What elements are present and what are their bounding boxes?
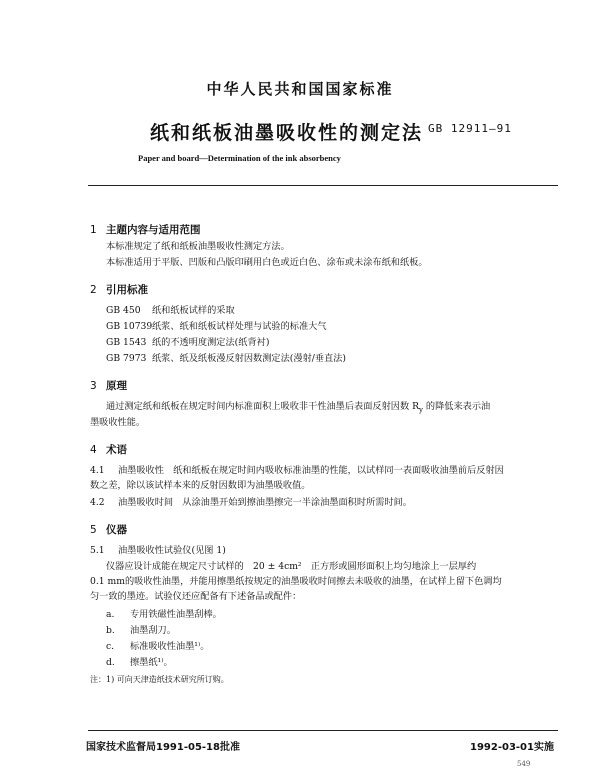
reference-code: GB 1543 xyxy=(106,337,147,348)
term-4-1-continued: 数之差，除以该试样本来的反射因数即为油墨吸收值。 xyxy=(90,480,311,491)
list-item xyxy=(106,608,222,622)
subsection-number: 5.1 xyxy=(90,545,105,556)
section-2-title: 引用标准 xyxy=(106,284,148,296)
list-marker: d. xyxy=(106,657,115,668)
implementation-date: 1992-03-01实施 xyxy=(470,742,554,753)
reference-item xyxy=(106,304,235,318)
section-1-number: 1 xyxy=(90,224,97,236)
footnote: 注：1) 可向天津造纸技术研究所订购。 xyxy=(90,675,229,684)
list-text: 专用铁磁性油墨刮棒。 xyxy=(130,609,222,620)
section-5-number: 5 xyxy=(90,524,97,536)
reflectance-subscript: y xyxy=(419,405,423,414)
term-4-1 xyxy=(90,464,504,478)
list-text: 油墨刮刀。 xyxy=(130,625,176,636)
section-5-title: 仪器 xyxy=(106,524,127,536)
list-text: 标准吸收性油墨¹⁾。 xyxy=(130,641,210,652)
list-item xyxy=(106,656,173,670)
document-title-en: Paper and board—Determination of the ink absorbency xyxy=(138,153,341,163)
section-1-heading xyxy=(90,222,201,237)
section-1-para-1: 本标准规定了纸和纸板油墨吸收性测定方法。 xyxy=(106,241,290,252)
term-number: 4.1 xyxy=(90,465,105,476)
standard-org-heading: 中华人民共和国国家标准 xyxy=(206,80,394,98)
top-rule xyxy=(88,185,558,186)
bottom-rule xyxy=(88,730,558,731)
apparatus-para-line-2: 0.1 mm的吸收性油墨，并能用擦墨纸按规定的油墨吸收时间擦去未吸收的油墨，在试样上留下色调均 xyxy=(90,576,502,587)
list-marker: c. xyxy=(106,641,115,652)
list-marker: b. xyxy=(106,625,115,636)
section-2-number: 2 xyxy=(90,284,97,296)
section-4-heading xyxy=(90,442,127,457)
reference-item xyxy=(106,336,269,350)
reference-code: GB 7973 xyxy=(106,353,147,364)
standard-code: GB 12911—91 xyxy=(428,122,512,135)
page-number: 549 xyxy=(517,760,531,768)
reference-title: 纸和纸板试样的采取 xyxy=(152,305,235,316)
reference-title: 纸浆、纸和纸板试样处理与试验的标准大气 xyxy=(152,321,327,332)
section-3-para-line-2: 墨吸收性能。 xyxy=(90,417,146,428)
document-title-cn: 纸和纸板油墨吸收性的测定法 xyxy=(150,122,424,144)
list-text: 擦墨纸¹⁾。 xyxy=(130,657,173,668)
subsection-5-1 xyxy=(90,544,226,558)
reference-title: 纸的不透明度测定法(纸背衬) xyxy=(152,337,270,348)
section-1-para-2: 本标准适用于平版、凹版和凸版印刷用白色或近白色、涂布或未涂布纸和纸板。 xyxy=(106,257,428,268)
term-definition: 油墨吸收性 纸和纸板在规定时间内吸收标准油墨的性能，以试样同一表面吸收油墨前后反射因 xyxy=(118,465,504,476)
term-definition: 油墨吸收时间 从涂油墨开始到擦油墨擦完一半涂油墨面积时所需时间。 xyxy=(118,497,412,508)
principle-text-end: 的降低来表示油 xyxy=(423,401,491,412)
section-3-number: 3 xyxy=(90,380,97,392)
apparatus-para-line-1: 仪器应设计成能在规定尺寸试样的 20 ± 4cm² 正方形或圆形面积上均匀地涂上一层厚约 xyxy=(106,561,477,572)
section-4-title: 术语 xyxy=(106,444,127,456)
list-item xyxy=(106,640,209,654)
apparatus-para-line-3: 匀一致的墨迹。试验仪还应配备有下述备品或配件： xyxy=(90,591,302,602)
section-2-heading xyxy=(90,282,148,297)
section-4-number: 4 xyxy=(90,444,97,456)
section-5-heading xyxy=(90,522,127,537)
term-4-2 xyxy=(90,496,412,510)
list-item xyxy=(106,624,176,638)
section-1-title: 主题内容与适用范围 xyxy=(106,224,201,236)
reference-code: GB 10739 xyxy=(106,321,153,332)
subsection-title: 油墨吸收性试验仪(见图 1) xyxy=(118,545,226,556)
term-number: 4.2 xyxy=(90,497,105,508)
section-3-heading xyxy=(90,378,127,393)
reference-item xyxy=(106,352,346,366)
section-3-para-line-1 xyxy=(106,400,490,417)
section-3-title: 原理 xyxy=(106,380,127,392)
reference-item xyxy=(106,320,327,334)
list-marker: a. xyxy=(106,609,115,620)
approval-date: 国家技术监督局1991-05-18批准 xyxy=(86,742,240,753)
principle-text: 通过测定纸和纸板在规定时间内标准面积上吸收非干性油墨后表面反射因数 R xyxy=(106,401,420,412)
reference-code: GB 450 xyxy=(106,305,141,316)
reference-title: 纸浆、纸及纸板漫反射因数测定法(漫射/垂直法) xyxy=(152,353,347,364)
